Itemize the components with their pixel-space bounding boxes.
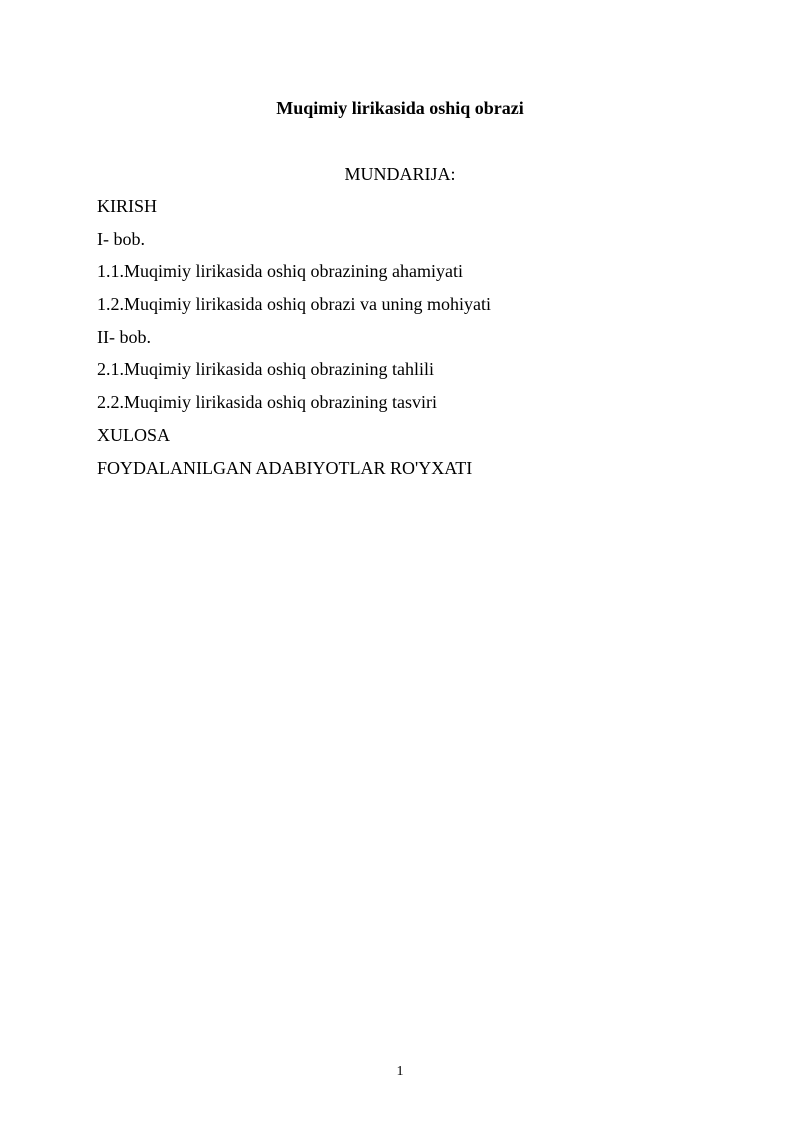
toc-item-section-2-1: 2.1.Muqimiy lirikasida oshiq obrazining tahlili: [97, 359, 434, 380]
toc-heading: MUNDARIJA:: [344, 164, 456, 184]
toc-item-chapter-2: II- bob.: [97, 326, 151, 347]
toc-item-chapter-1: I- bob.: [97, 228, 145, 249]
document-title: Muqimiy lirikasida oshiq obrazi: [276, 98, 524, 118]
toc-item-section-1-2: 1.2.Muqimiy lirikasida oshiq obrazi va uning mohiyati: [97, 294, 491, 315]
toc-item-xulosa: XULOSA: [97, 424, 171, 445]
toc-item-section-1-1: 1.1.Muqimiy lirikasida oshiq obrazining ahamiyati: [97, 261, 463, 282]
toc-item-section-2-2: 2.2.Muqimiy lirikasida oshiq obrazining tasviri: [97, 392, 437, 413]
table-of-contents: [97, 194, 491, 488]
toc-item-kirish: KIRISH: [97, 196, 158, 216]
page-number: 1: [396, 1064, 404, 1079]
toc-item-bibliography: FOYDALANILGAN ADABIYOTLAR RO'YXATI: [97, 457, 473, 478]
